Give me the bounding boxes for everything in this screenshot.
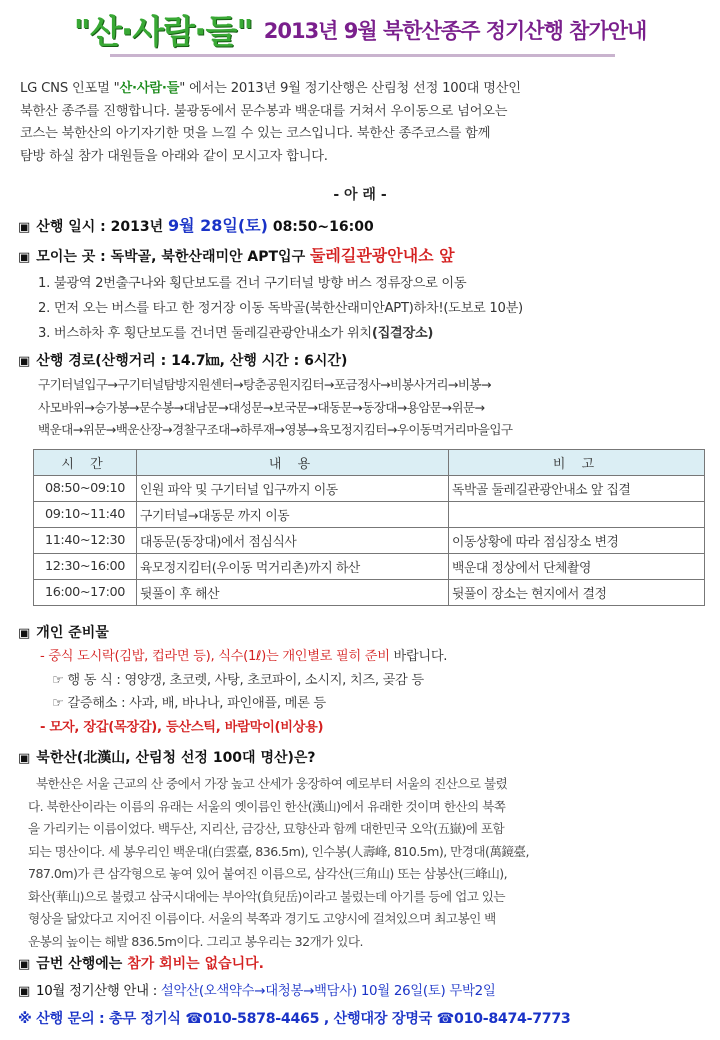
intro-line: 코스는 북한산의 아기자기한 멋을 느낄 수 있는 코스입니다. 북한산 종주코스를 함께 [20,126,491,141]
intro-line: 탐방 하실 참가 대원들을 아래와 같이 모시고자 합니다. [20,148,328,164]
meeting-step: 1. 불광역 2번출구나와 횡단보도를 건너 구기터널 방향 버스 정류장으로 이동 [38,276,467,291]
table-cell-content: 구기터널→대동문 까지 이동 [137,502,449,528]
intro-text: " 에서는 2013년 9월 정기산행은 산림청 선정 100대 명산인 [179,81,521,96]
table-row [34,554,705,580]
meeting-section [18,243,455,266]
route-line: 구기터널입구→구기터널탐방지원센터→탕춘공원지킴터→포금정사→비봉사거리→비봉→ [38,377,491,392]
table-cell-time: 08:50~09:10 [34,476,137,502]
meeting-step-bold: (집결장소) [371,326,434,341]
prep-item-lunch [40,645,447,664]
contact-line: ※ 산행 문의 : 총무 정기식 ☎010-5878-4465 , 산행대장 장명국 ☎010-8474-7773 [18,1011,571,1027]
table-cell-content: 대동문(동장대)에서 점심식사 [137,528,449,554]
bukhansan-paragraph [28,773,708,953]
table-cell-time: 09:10~11:40 [34,502,137,528]
fee-highlight: 참가 회비는 없습니다. [127,956,264,972]
section-marker: ▣ [18,751,31,766]
notice-heading: - 아 래 - [333,187,387,203]
table-cell-time: 11:40~12:30 [34,528,137,554]
table-cell-time: 12:30~16:00 [34,554,137,580]
paragraph-line: 을 가리키는 이름이었다. 백두산, 지리산, 금강산, 묘향산과 함께 대한민국 오악(五嶽)에 포함 [28,821,505,836]
fee-text: 금번 산행에는 [36,956,128,972]
date-section [18,213,374,236]
table-cell-time: 16:00~17:00 [34,580,137,606]
paragraph-line: 다. 북한산이라는 이름의 유래는 서울의 옛이름인 한산(漢山)에서 유래한 것이며 한산의 북쪽 [28,798,506,814]
table-row [34,476,705,502]
section-marker: ▣ [18,984,30,999]
date-time: 08:50~16:00 [267,219,374,235]
section-marker: ▣ [18,626,31,641]
table-cell-note: 이동상황에 따라 점심장소 변경 [449,528,705,554]
paragraph-line: 형상을 닮았다고 지어진 이름이다. 서울의 북쪽과 경기도 고양시에 걸쳐있으며 최고봉인 백 [28,911,496,926]
table-cell-note: 뒷풀이 장소는 현지에서 결정 [449,580,705,606]
prep-lunch-red: - 중식 도시락(김밥, 컵라면 등), 식수(1ℓ)는 개인별로 필히 준비 [40,649,390,664]
table-header-row [34,450,705,476]
meeting-step [38,322,433,341]
table-cell-content: 뒷풀이 후 해산 [137,580,449,606]
title-underline [110,54,615,57]
intro-text: LG CNS 인포멀 " [20,81,120,96]
section-marker: ▣ [18,957,31,972]
table-row [34,528,705,554]
table-cell-note: 독박골 둘레길관광안내소 앞 집결 [449,476,705,502]
prep-snack: ☞ 행 동 식 : 영양갱, 초코렛, 사탕, 초코파이, 소시지, 치즈, 곶감 등 [52,673,424,688]
section-marker: ▣ [18,354,31,369]
table-header: 내 용 [137,450,449,476]
table-cell-note [449,502,705,528]
fee-section [18,953,264,973]
table-row [34,502,705,528]
paragraph-line: 운봉의 높이는 해발 836.5m이다. 그리고 봉우리는 32개가 있다. [28,933,363,949]
route-section [18,350,347,370]
title-headline: 2013년 9월 북한산종주 정기산행 참가안내 [263,18,647,43]
route-label: 산행 경로(산행거리 : 14.7㎞, 산행 시간 : 6시간) [36,353,348,369]
meeting-label: 모이는 곳 : 독박골, 북한산래미안 APT입구 [36,249,310,265]
bukhansan-label: 북한산(北漢山, 산림청 선정 100대 명산)은? [36,750,316,766]
section-marker: ▣ [18,220,31,235]
table-header: 시 간 [34,450,137,476]
prep-label: 개인 준비물 [36,625,109,641]
prep-lunch-tail: 바랍니다. [389,649,448,664]
club-brand: "산·사람·들" [73,12,253,51]
route-line: 사모바위→승가봉→문수봉→대남문→대성문→보국문→대동문→동장대→용암문→위문→ [38,400,485,415]
intro-line: 북한산 종주를 진행합니다. 불광동에서 문수봉과 백운대를 거쳐서 우이동으로 넘어오는 [20,103,508,119]
table-cell-content: 육모정지킴터(우이동 먹거리촌)까지 하산 [137,554,449,580]
meeting-place-highlight: 둘레길관광안내소 앞 [309,246,455,265]
date-label: 산행 일시 : 2013년 [36,219,168,235]
bukhansan-section [18,747,316,767]
route-line: 백운대→위문→백운산장→경찰구조대→하루재→영봉→육모정지킴터→우이동먹거리마을입구 [38,422,513,437]
prep-thirst: ☞ 갈증해소 : 사과, 배, 바나나, 파인애플, 메론 등 [52,696,326,711]
table-header: 비 고 [449,450,705,476]
prep-item-gear: - 모자, 장갑(목장갑), 등산스틱, 바람막이(비상용) [40,720,324,735]
paragraph-line: 되는 명산이다. 세 봉우리인 백운대(白雲臺, 836.5m), 인수봉(人壽峰, 810.5m), 만경대(萬鏡臺, [28,843,529,859]
prep-section [18,622,109,642]
october-highlight: 설악산(오색약수→대청봉→백담사) 10월 26일(토) 무박2일 [160,984,496,999]
intro-brand: 산·사람·들 [119,81,180,96]
page-title [0,6,720,62]
paragraph-line: 화산(華山)으로 불렸고 삼국시대에는 부아악(負兒岳)이라고 불렀는데 아기를 등에 업고 있는 [28,888,505,904]
intro-paragraph [20,78,700,168]
section-marker: ▣ [18,250,31,265]
date-highlight: 9월 28일(토) [167,216,268,235]
schedule-table [33,449,705,606]
paragraph-line: 787.0m)가 큰 삼각형으로 놓여 있어 붙여진 이름으로, 삼각산(三角山) 또는 삼봉산(三峰山), [28,866,508,881]
paragraph-line: 북한산은 서울 근교의 산 중에서 가장 높고 산세가 웅장하여 예로부터 서울의 진산으로 불렸 [36,776,508,791]
table-cell-content: 인원 파악 및 구기터널 입구까지 이동 [137,476,449,502]
table-cell-note: 백운대 정상에서 단체촬영 [449,554,705,580]
october-section [18,980,496,999]
meeting-step: 2. 먼저 오는 버스를 타고 한 정거장 이동 독박골(북한산래미안APT)하차!(도보로 10분) [38,301,523,316]
october-label: 10월 정기산행 안내 : [35,984,161,999]
table-row [34,580,705,606]
meeting-step-text: 3. 버스하차 후 횡단보도를 건너면 둘레길관광안내소가 위치 [38,326,372,341]
